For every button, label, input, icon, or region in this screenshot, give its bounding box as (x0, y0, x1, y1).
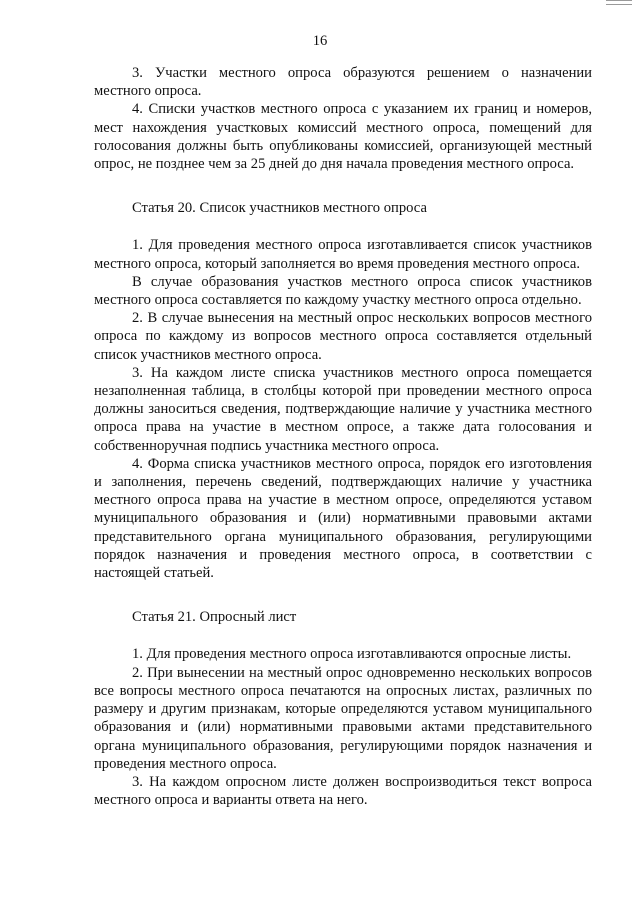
paragraph: 3. На каждом опросном листе должен воспроизводиться текст вопроса местного опроса и варианты ответа на него. (94, 773, 592, 809)
paragraph: 3. На каждом листе списка участников местного опроса помещается незаполненная таблица, в столбцы которой при проведении местного опроса должны заноситься сведения, подтверждающие наличие у участника местного опроса права на участие в местном опросе, а также дата голосования и собственноручная подпись участника местного опроса. (94, 364, 592, 454)
corner-mark (606, 0, 632, 5)
page-number: 16 (312, 33, 328, 49)
article-21-heading: Статья 21. Опросный лист (132, 609, 297, 626)
paragraph: 1. Для проведения местного опроса изготавливаются опросные листы. (132, 646, 572, 663)
paragraph: 1. Для проведения местного опроса изготавливается список участников местного опроса, который заполняется во время проведения местного опроса. (94, 237, 592, 272)
document-body (94, 64, 592, 809)
article-20-heading: Статья 20. Список участников местного опроса (132, 200, 427, 217)
paragraph: 2. В случае вынесения на местный опрос нескольких вопросов местного опроса по каждому из вопросов местного опроса составляется отдельный список участников местного опроса. (94, 310, 592, 363)
paragraph: 4. Списки участков местного опроса с указанием их границ и номеров, мест нахождения участковых комиссий местного опроса, помещений для голосования должны быть опубликованы комиссией, организующей местный опрос, не позднее чем за 25 дней до дня начала проведения местного опроса. (94, 101, 592, 173)
paragraph: 3. Участки местного опроса образуются решением о назначении местного опроса. (94, 65, 592, 100)
paragraph: 2. При вынесении на местный опрос одновременно нескольких вопросов все вопросы местного опроса печатаются на опросных листах, различных по размеру и другим признакам, которые определяются уставом муниципального образования и (или) нормативными правовыми актами представительного органа муниципального образования, регулирующими порядок назначения и проведения местного опроса. (94, 664, 592, 772)
paragraph: В случае образования участков местного опроса список участников местного опроса составляется по каждому участку местного опроса отдельно. (94, 273, 592, 309)
paragraph: 4. Форма списка участников местного опроса, порядок его изготовления и заполнения, перечень сведений, подтверждающих наличие у участника местного опроса права на участие в местном опросе, определяются уставом муниципального образования и (или) нормативными правовыми актами представительного органа муниципального образования, регулирующими порядок назначения и проведения местного опроса, в соответствии с настоящей статьей. (94, 455, 592, 582)
